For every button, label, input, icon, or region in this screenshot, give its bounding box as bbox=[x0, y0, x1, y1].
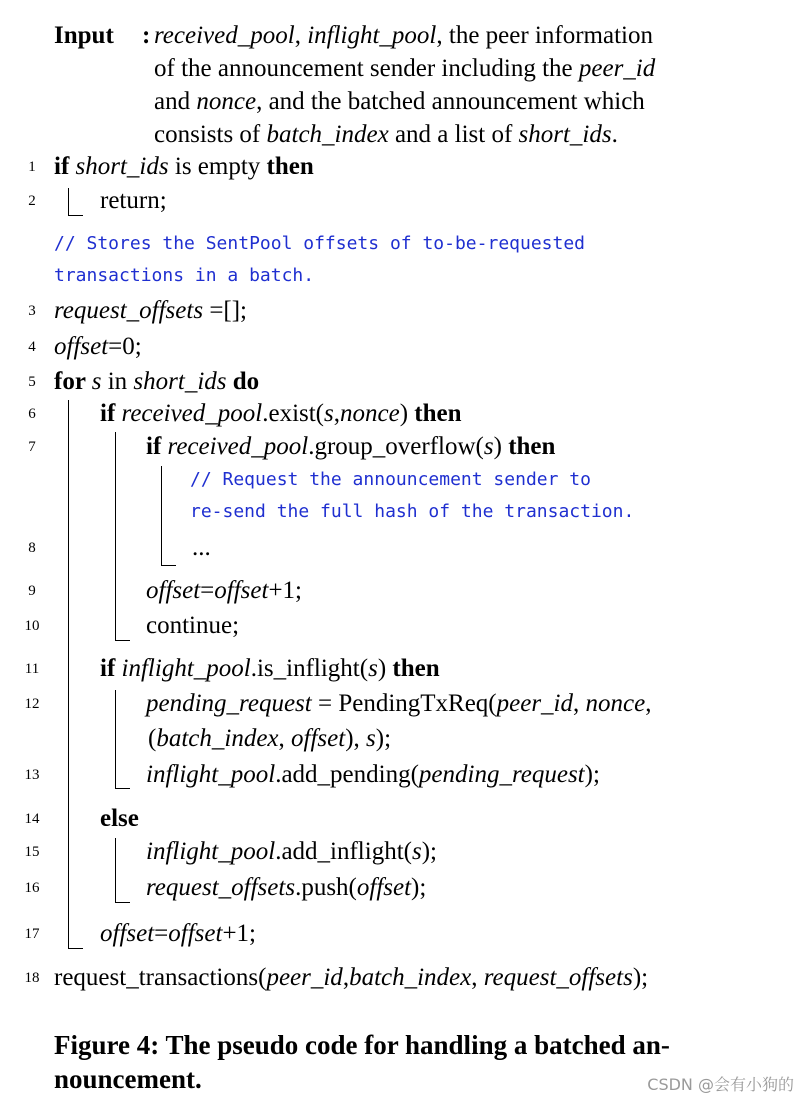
code-text: ); bbox=[421, 838, 437, 865]
code-comment: re-send the full hash of the transaction. bbox=[190, 501, 635, 522]
keyword: then bbox=[508, 433, 556, 460]
code-text: .group_overflow( bbox=[308, 433, 484, 460]
caption-line: Figure 4: The pseudo code for handling a batched an- bbox=[54, 1030, 670, 1060]
identifier: offset bbox=[214, 577, 269, 604]
code-comment: // Request the announcement sender to bbox=[190, 469, 591, 490]
line-text bbox=[54, 960, 648, 996]
identifier: s bbox=[368, 655, 378, 682]
identifier: nonce bbox=[196, 88, 257, 115]
code-text: ) bbox=[399, 400, 415, 427]
code-comment: transactions in a batch. bbox=[54, 265, 315, 286]
code-text: of the announcement sender including the bbox=[154, 55, 579, 82]
code-text: +1; bbox=[268, 577, 302, 604]
code-text: ) bbox=[377, 655, 393, 682]
code-line bbox=[0, 960, 808, 996]
code-text: ... bbox=[192, 534, 211, 561]
identifier: s bbox=[366, 725, 376, 752]
identifier: offset bbox=[146, 577, 201, 604]
input-label: Input bbox=[54, 22, 114, 49]
line-number: 4 bbox=[28, 339, 36, 355]
identifier: short_ids bbox=[518, 121, 612, 148]
keyword: then bbox=[392, 655, 440, 682]
line-number: 9 bbox=[28, 583, 36, 599]
code-line bbox=[0, 396, 808, 432]
line-text bbox=[146, 608, 239, 644]
code-text: in bbox=[101, 368, 134, 395]
line-number: 18 bbox=[24, 970, 40, 986]
line-number: 10 bbox=[24, 618, 40, 634]
identifier: inflight_pool bbox=[307, 22, 437, 49]
code-text: , bbox=[471, 964, 484, 991]
line-number: 15 bbox=[24, 844, 40, 860]
line-text bbox=[146, 573, 302, 609]
identifier: short_ids bbox=[133, 368, 227, 395]
watermark: CSDN @会有小狗的 bbox=[647, 1075, 794, 1094]
line-number: 11 bbox=[24, 661, 40, 677]
code-text: , bbox=[573, 690, 586, 717]
identifier: peer_id bbox=[578, 55, 656, 82]
code-line bbox=[0, 149, 808, 185]
code-text: ); bbox=[375, 725, 392, 752]
identifier: batch_index bbox=[156, 725, 279, 752]
identifier: batch_index bbox=[349, 964, 472, 991]
identifier: nonce bbox=[585, 690, 646, 717]
identifier: peer_id bbox=[266, 964, 343, 991]
identifier: batch_index bbox=[266, 121, 389, 148]
code-text: .push( bbox=[295, 874, 357, 901]
line-text bbox=[146, 429, 555, 465]
line-number: 5 bbox=[28, 374, 36, 390]
code-text: ( bbox=[148, 725, 157, 752]
line-number: 8 bbox=[28, 540, 36, 556]
identifier: inflight_pool bbox=[121, 655, 251, 682]
identifier: offset bbox=[291, 725, 346, 752]
line-number: 7 bbox=[28, 439, 36, 455]
input-line bbox=[154, 117, 618, 153]
identifier: request_offsets bbox=[54, 297, 204, 324]
code-text: , and the batched announcement which bbox=[256, 88, 645, 115]
identifier: offset bbox=[54, 333, 109, 360]
code-text: is empty bbox=[168, 153, 267, 180]
line-number: 6 bbox=[28, 406, 36, 422]
keyword: for bbox=[54, 368, 92, 395]
identifier: request_offsets bbox=[483, 964, 633, 991]
identifier: received_pool bbox=[154, 22, 295, 49]
identifier: s bbox=[411, 838, 422, 865]
line-text bbox=[54, 329, 142, 365]
code-text: request_transactions( bbox=[54, 964, 267, 991]
code-text: continue; bbox=[146, 612, 240, 639]
identifier: offset bbox=[168, 920, 223, 947]
line-text bbox=[54, 364, 259, 400]
code-text: ) bbox=[493, 433, 509, 460]
identifier: received_pool bbox=[121, 400, 263, 427]
keyword: if bbox=[146, 433, 168, 460]
code-text: .is_inflight( bbox=[250, 655, 369, 682]
code-text: , bbox=[294, 22, 308, 49]
keyword: if bbox=[100, 400, 122, 427]
caption-line: nouncement. bbox=[54, 1064, 202, 1094]
code-text: . bbox=[611, 121, 618, 148]
line-number: 14 bbox=[24, 811, 40, 827]
code-line bbox=[0, 364, 808, 400]
line-text bbox=[100, 651, 440, 687]
identifier: pending_request bbox=[146, 690, 312, 717]
line-number: 16 bbox=[24, 880, 40, 896]
line-text bbox=[146, 686, 651, 722]
code-line bbox=[0, 651, 808, 687]
code-text: =[]; bbox=[203, 297, 248, 324]
code-text: , bbox=[333, 400, 340, 427]
code-text: , bbox=[645, 690, 652, 717]
code-text: = bbox=[200, 577, 215, 604]
keyword: do bbox=[226, 368, 260, 395]
line-number: 13 bbox=[24, 767, 40, 783]
identifier: inflight_pool bbox=[146, 761, 276, 788]
line-text bbox=[100, 396, 462, 432]
identifier: s bbox=[91, 368, 102, 395]
identifier: short_ids bbox=[75, 153, 169, 180]
code-line bbox=[0, 293, 808, 329]
identifier: inflight_pool bbox=[146, 838, 276, 865]
line-number: 2 bbox=[28, 193, 36, 209]
identifier: offset bbox=[356, 874, 412, 901]
line-text bbox=[192, 530, 211, 566]
code-line bbox=[0, 183, 808, 219]
line-text bbox=[146, 834, 437, 870]
identifier: received_pool bbox=[167, 433, 309, 460]
code-text: ); bbox=[584, 761, 600, 788]
code-comment: // Stores the SentPool offsets of to-be-requested bbox=[54, 233, 586, 254]
code-text: ); bbox=[411, 874, 427, 901]
code-text: ), bbox=[345, 725, 367, 752]
indent-bar bbox=[115, 690, 130, 789]
code-text: .exist( bbox=[262, 400, 325, 427]
identifier: s bbox=[483, 433, 494, 460]
identifier: request_offsets bbox=[146, 874, 296, 901]
line-text bbox=[148, 721, 391, 757]
line-text bbox=[54, 293, 247, 329]
line-text bbox=[100, 183, 167, 219]
code-text: , bbox=[342, 964, 350, 991]
code-text: .add_pending( bbox=[275, 761, 419, 788]
keyword: if bbox=[100, 655, 122, 682]
code-text: +1; bbox=[222, 920, 256, 947]
line-number: 3 bbox=[28, 303, 36, 319]
keyword: else bbox=[100, 805, 139, 832]
keyword: then bbox=[414, 400, 462, 427]
input-line bbox=[154, 51, 655, 87]
code-text: ); bbox=[632, 964, 649, 991]
keyword: then bbox=[266, 153, 314, 180]
identifier: nonce bbox=[340, 400, 400, 427]
code-text: and bbox=[154, 88, 197, 115]
indent-bar bbox=[68, 188, 83, 216]
code-text: and a list of bbox=[388, 121, 519, 148]
line-text bbox=[54, 149, 314, 185]
indent-bar bbox=[115, 838, 130, 903]
identifier: peer_id bbox=[496, 690, 574, 717]
code-text: = bbox=[154, 920, 169, 947]
code-text: = PendingTxReq( bbox=[311, 690, 497, 717]
code-text: , the peer information bbox=[436, 22, 653, 49]
code-line bbox=[0, 329, 808, 365]
code-text: .add_inflight( bbox=[275, 838, 412, 865]
line-number: 1 bbox=[28, 159, 36, 175]
indent-bar bbox=[115, 432, 130, 641]
line-text bbox=[100, 916, 256, 952]
input-colon: : bbox=[142, 22, 151, 49]
code-text: consists of bbox=[154, 121, 267, 148]
code-text: , bbox=[278, 725, 292, 752]
line-text bbox=[146, 757, 600, 793]
code-line bbox=[0, 801, 808, 837]
identifier: offset bbox=[100, 920, 155, 947]
line-number: 12 bbox=[24, 696, 40, 712]
identifier: pending_request bbox=[418, 761, 585, 788]
identifier: s bbox=[324, 400, 334, 427]
code-text: return; bbox=[100, 187, 167, 214]
input-line bbox=[154, 18, 653, 54]
code-text: =0; bbox=[108, 333, 142, 360]
indent-bar bbox=[68, 400, 83, 949]
input-line bbox=[154, 84, 645, 120]
keyword: if bbox=[54, 153, 76, 180]
line-text bbox=[100, 801, 139, 837]
line-number: 17 bbox=[24, 926, 40, 942]
line-text bbox=[146, 870, 426, 906]
indent-bar bbox=[161, 466, 176, 566]
code-line bbox=[0, 916, 808, 952]
